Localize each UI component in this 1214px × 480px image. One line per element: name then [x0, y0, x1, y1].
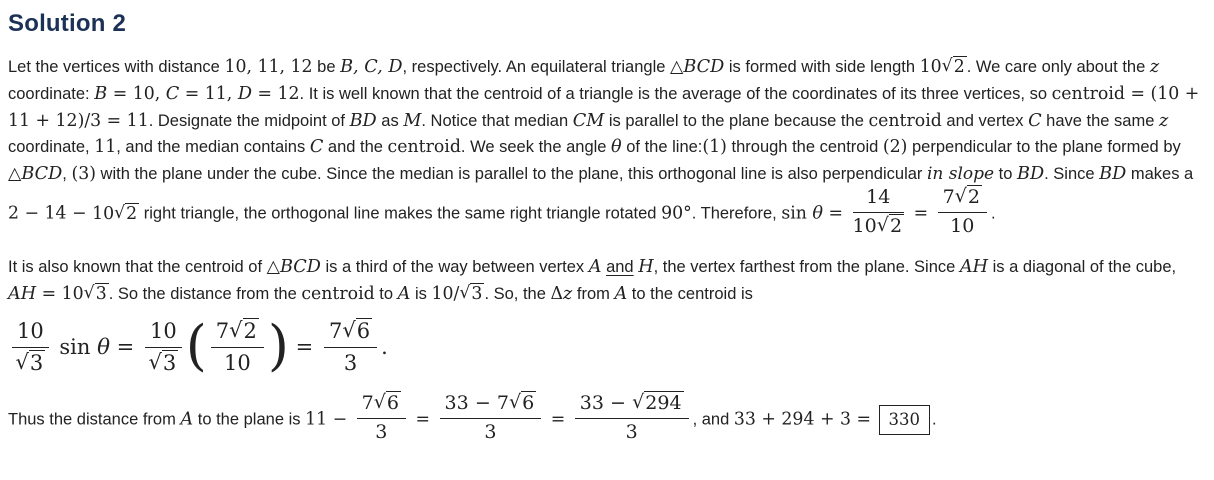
math-roman: . — [381, 335, 388, 360]
math-roman: = 11, — [179, 83, 238, 104]
text-run: Let the vertices with distance — [8, 58, 225, 76]
text-run: of the line: — [621, 138, 703, 157]
math-roman: 10, 11, 12 — [224, 57, 313, 77]
math-roman: = — [410, 409, 436, 430]
math-roman: sin — [52, 335, 98, 360]
math-fraction — [211, 318, 264, 376]
math-variable: BD — [1017, 164, 1045, 185]
math-variable: A — [588, 256, 602, 277]
text-run: to — [994, 165, 1018, 184]
text-run: . — [990, 204, 996, 223]
math-variable: B — [94, 83, 108, 104]
text-run: . Notice that median — [421, 111, 573, 130]
math-roman: 3 — [343, 350, 358, 375]
text-run: and the — [323, 138, 388, 157]
math-variable: C — [165, 83, 180, 104]
sqrt-expression: 7√6 — [361, 390, 400, 414]
text-run: . Since — [1044, 165, 1100, 184]
text-run: Thus the distance from — [8, 410, 181, 429]
math-roman: (3) — [71, 164, 96, 185]
math-roman: 33 − — [444, 391, 497, 414]
math-roman: = — [545, 409, 571, 430]
sqrt-expression: 10√2 — [92, 202, 138, 224]
math-variable: A — [614, 283, 628, 304]
solution-paragraph-1 — [8, 54, 1204, 241]
text-run: makes a — [1126, 165, 1194, 184]
math-fraction — [145, 318, 182, 376]
math-fraction — [324, 318, 377, 376]
underlined-text: and — [606, 257, 634, 276]
sqrt-expression: 7√6 — [328, 318, 371, 344]
text-run: perpendicular to the plane formed by — [907, 138, 1181, 157]
text-run: , and — [692, 410, 734, 429]
math-fraction — [575, 392, 689, 445]
math-variable: AH — [959, 256, 989, 277]
text-run: to — [374, 284, 398, 303]
math-roman: △ — [8, 164, 22, 185]
math-variable: C — [309, 137, 324, 158]
sqrt-expression: √294 — [632, 390, 682, 414]
math-roman: 10 — [223, 350, 251, 375]
math-roman: 90° — [661, 203, 692, 224]
text-run: is parallel to the plane because the — [604, 111, 869, 130]
math-roman: 11 − — [305, 409, 353, 430]
math-roman: 33 + 294 + 3 = — [733, 409, 877, 430]
text-run: coordinate: — [8, 84, 95, 103]
math-italic-text: in slope — [927, 164, 995, 185]
text-run: . — [932, 410, 937, 429]
text-run: through the centroid — [726, 138, 883, 157]
math-roman: centroid — [868, 110, 942, 131]
math-variable: CM — [572, 110, 605, 131]
math-variable: z — [1158, 110, 1169, 131]
sqrt-expression: 10√3 — [61, 282, 107, 304]
sqrt-expression: √3 — [459, 282, 483, 304]
text-run: be — [312, 58, 341, 76]
text-run: coordinate, — [8, 138, 95, 157]
math-variable: BCD — [279, 256, 321, 277]
text-run: . So the distance from the — [108, 284, 302, 303]
math-roman: 3 — [375, 420, 388, 443]
math-roman: = — [908, 203, 934, 224]
math-variable: BCD — [21, 164, 63, 185]
math-roman: 2 − 14 − — [8, 203, 93, 224]
text-run: right triangle, the orthogonal line makes the same right triangle rotated — [139, 204, 662, 223]
math-roman: 33 − — [579, 391, 633, 414]
sqrt-expression: 7√2 — [942, 185, 980, 209]
boxed-answer: 330 — [879, 405, 931, 435]
text-run: and vertex — [941, 111, 1029, 130]
math-roman: 10 — [950, 214, 975, 237]
text-run: to the centroid is — [627, 284, 753, 303]
text-run: is a third of the way between vertex — [320, 257, 589, 276]
math-variable: AH — [8, 283, 37, 304]
math-fraction — [938, 186, 987, 239]
math-variable: BD — [349, 110, 377, 131]
text-run: as — [376, 111, 404, 130]
text-run: , and the median contains — [116, 138, 310, 157]
math-variable: θ — [812, 203, 824, 224]
math-variable: B, C, D — [340, 57, 403, 77]
math-roman: sin — [781, 203, 813, 224]
sqrt-expression: 7√6 — [496, 390, 535, 414]
math-variable: D — [237, 83, 252, 104]
text-run: . It is well known that the centroid of a triangle is the average of the coordinates of its three vertices, so — [299, 84, 1052, 103]
solution-paragraph-2 — [8, 254, 1204, 308]
math-roman: 10 — [17, 319, 44, 344]
text-run: is a diagonal of the cube, — [988, 257, 1177, 276]
math-variable: BD — [1099, 164, 1127, 185]
math-roman: = 12 — [251, 83, 300, 104]
math-roman: (1) — [702, 137, 727, 158]
math-variable: z — [1149, 57, 1160, 77]
math-roman: 14 — [866, 186, 891, 209]
text-run: from — [572, 284, 615, 303]
text-run: It is also known that the centroid of — [8, 257, 267, 276]
math-fraction — [12, 318, 49, 376]
text-run: . We seek the angle — [460, 138, 612, 157]
solution-heading: Solution 2 — [8, 10, 126, 37]
math-variable: A — [180, 409, 194, 430]
math-variable: θ — [97, 335, 110, 361]
math-roman: 11 — [94, 137, 117, 158]
math-roman: = — [288, 335, 320, 360]
math-variable: z — [563, 283, 573, 304]
sqrt-expression: √3 — [15, 349, 44, 375]
math-roman: = 10, — [107, 83, 166, 104]
math-variable: θ — [611, 137, 622, 158]
text-run: is — [410, 284, 432, 303]
math-fraction — [440, 392, 542, 445]
display-equation: $\frac{10}{√3}$ sin θ = $\frac{10}{√3}$ ( $\frac{7√2}{10}$ ) = $\frac{7√6}{3}$ . — [8, 320, 1204, 378]
math-roman: △ — [266, 256, 280, 277]
math-variable: C — [1028, 110, 1042, 131]
math-variable: H — [638, 256, 654, 277]
math-variable: BCD — [683, 57, 725, 77]
math-roman: centroid = (10 + 11 + 12)/3 = 11 — [8, 83, 1200, 131]
math-fraction — [357, 392, 406, 445]
math-roman: Δ — [550, 283, 563, 304]
text-run: . So, the — [484, 284, 551, 303]
text-run: . Designate the midpoint of — [148, 111, 350, 130]
math-roman: = — [110, 335, 141, 360]
text-run: , the vertex farthest from the plane. Since — [653, 257, 960, 276]
text-run: to the plane is — [193, 410, 306, 429]
solution-paragraph-3 — [8, 390, 1204, 447]
text-run: is formed with side length — [724, 58, 920, 76]
math-roman: 3 — [625, 420, 638, 443]
math-roman: 3 — [484, 420, 497, 443]
math-roman: 10 — [149, 319, 177, 344]
sqrt-expression: 7√2 — [215, 318, 257, 344]
math-roman: △ — [670, 57, 684, 77]
math-variable: M — [403, 110, 422, 131]
math-roman: 10/ — [431, 283, 460, 304]
math-roman: (2) — [882, 137, 908, 158]
text-run: . We care only about the — [966, 58, 1150, 76]
text-run: with the plane under the cube. Since the median is parallel to the plane, this orthogonal line is also perpendicular — [95, 165, 927, 184]
math-roman: = — [36, 283, 62, 304]
text-run: . Therefore, — [691, 204, 782, 223]
math-variable: A — [397, 283, 411, 304]
sqrt-expression: 10√2 — [852, 213, 903, 237]
math-roman: = — [823, 203, 849, 224]
math-roman: centroid — [387, 137, 461, 158]
sqrt-expression: √3 — [148, 349, 177, 375]
sqrt-expression: 10√2 — [919, 56, 965, 77]
math-roman: centroid — [301, 283, 375, 304]
text-run: , — [62, 165, 72, 184]
text-run: , respectively. An equilateral triangle — [402, 58, 671, 76]
text-run: have the same — [1041, 111, 1159, 130]
math-fraction — [853, 186, 905, 239]
